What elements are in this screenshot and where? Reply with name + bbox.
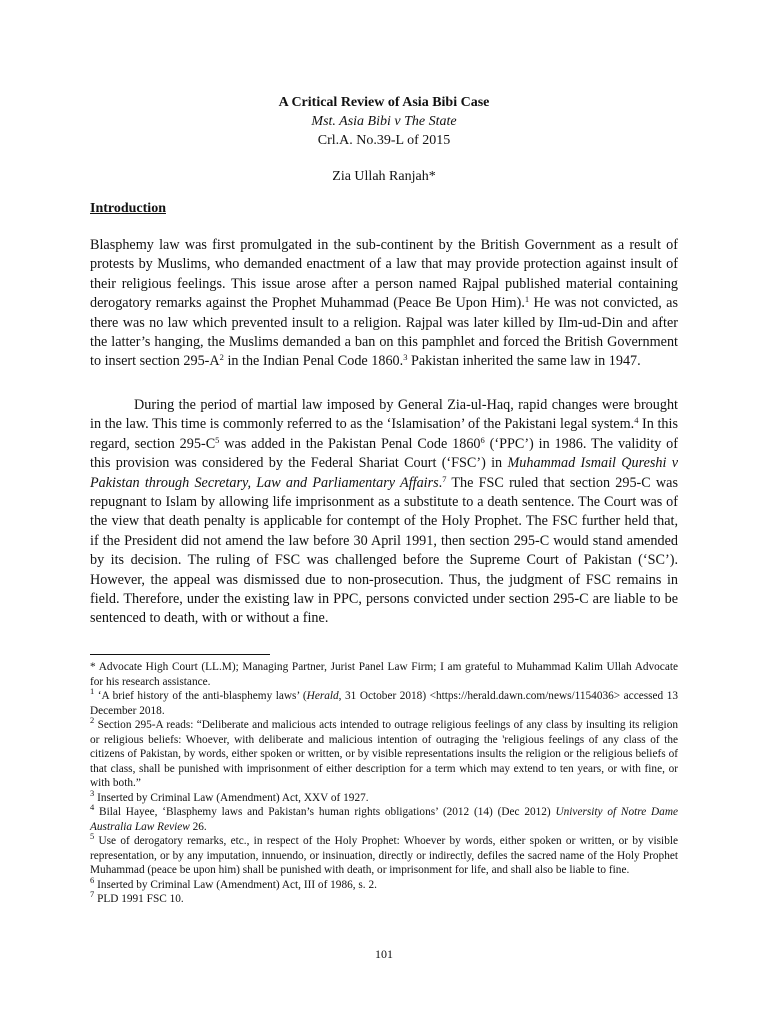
footnote-4 xyxy=(90,802,678,834)
footnote-7 xyxy=(90,889,678,907)
footnote-ref: 2 xyxy=(219,352,224,363)
text-run: Bilal Hayee, ‘Blasphemy laws and Pakistan’s human rights obligations’ (2012 (14) (Dec 2012) xyxy=(94,806,556,818)
text-run: Blasphemy law was first promulgated in the sub-continent by the British Government as a result of protests by Muslims, who demanded enactment of a law that may provide protection against insult of their religious feelings. This issue arose after a person named Rajpal published material containing derogatory remarks against the Prophet Muhammad (Peace Be Upon Him). xyxy=(90,237,678,312)
footnote-ref: 5 xyxy=(215,434,220,445)
text-run: Section 295-A reads: “Deliberate and malicious acts intended to outrage religious feelings of any class by insulting its religion or religious beliefs: Whoever, with deliberate and malicious intention of outraging the 'religious feelings of any class of the citizens of Pakistan, by words, either spoken or written, or by visible representations insults the religion or the religious beliefs of that class, shall be punished with imprisonment of either description for a term which may extend to ten years, or with fine, or with both.” xyxy=(90,719,678,789)
text-run: Use of derogatory remarks, etc., in respect of the Holy Prophet: Whoever by words, either spoken or written, or by visible representation, or by any imputation, innuendo, or insinuation, directly or indirectly, defiles the sacred name of the Holy Prophet Muhammad (peace be upon him) shall be punished with death, or imprisonment for life, and shall also be liable to fine. xyxy=(90,835,678,876)
text-run-italic: University of Notre Dame Australia Law Review xyxy=(90,806,678,833)
title-block xyxy=(90,93,678,186)
footnote-1 xyxy=(90,686,678,718)
footnote-number: 1 xyxy=(90,686,95,696)
footnotes xyxy=(90,660,678,907)
text-run: (‘PPC’) in 1986. The validity of this provision was considered by the Federal Shariat Court (‘FSC’) in xyxy=(90,435,678,472)
text-run: was added in the Pakistan Penal Code 1860 xyxy=(219,435,481,452)
footnote-number: 2 xyxy=(90,715,95,725)
text-run: ‘A brief history of the anti-blasphemy laws’ ( xyxy=(94,690,307,702)
case-name-italic: Muhammad Ismail Qureshi v Pakistan through Secretary, Law and Parliamentary Affairs xyxy=(90,455,679,491)
case-citation: Crl.A. No.39-L of 2015 xyxy=(317,133,451,148)
text-run: Inserted by Criminal Law (Amendment) Act, III of 1986, s. 2. xyxy=(94,878,377,891)
text-run: He was not convicted, as there was no law which prevented insult to a religion. Rajpal was later killed by Ilm-ud-Din and after the latter’s hanging, the Muslims demanded a ban on this pamphlet and forced the British Government to insert section 295-A xyxy=(90,295,678,370)
footnote-ref: 4 xyxy=(634,415,639,426)
page-number: 101 xyxy=(375,947,393,961)
footnote-5 xyxy=(90,831,678,878)
text-run: Pakistan inherited the same law in 1947. xyxy=(407,353,641,370)
text-run: , 31 October 2018) <https://herald.dawn.com/news/1154036> accessed 13 December 2018. xyxy=(90,690,678,717)
text-run: During the period of martial law imposed by General Zia-ul-Haq, rapid changes were brought in the law. This time is commonly referred to as the ‘Islamisation’ of the Pakistani legal system. xyxy=(90,397,678,433)
article-title: A Critical Review of Asia Bibi Case xyxy=(278,95,490,110)
paragraph-1 xyxy=(90,236,678,372)
footnote-number: 5 xyxy=(90,831,95,841)
footnote-2 xyxy=(90,715,678,791)
footnote-ref: 7 xyxy=(442,473,447,484)
footnote-number: 7 xyxy=(90,889,95,899)
text-run: In this regard, section 295-C xyxy=(90,416,678,452)
footnote-ref: 6 xyxy=(480,434,485,445)
text-run: Inserted by Criminal Law (Amendment) Act, XXV of 1927. xyxy=(94,791,369,804)
paragraph-2 xyxy=(90,396,678,629)
footnote-number: 3 xyxy=(90,787,95,798)
footnote-number: 6 xyxy=(90,874,95,885)
text-run-italic: Herald xyxy=(306,690,339,702)
text-run: PLD 1991 FSC 10. xyxy=(94,893,184,905)
footnote-number: 4 xyxy=(90,802,95,812)
text-run: . xyxy=(438,474,443,491)
footnote-ref: 1 xyxy=(524,294,530,305)
footnote-6 xyxy=(90,874,678,893)
text-run: 26. xyxy=(189,820,207,833)
author-name: Zia Ullah Ranjah* xyxy=(332,169,436,184)
footnote-ref: 3 xyxy=(403,352,408,363)
footnote-separator xyxy=(90,654,270,655)
footnote-3 xyxy=(90,787,678,806)
text-run: in the Indian Penal Code 1860. xyxy=(223,353,404,370)
footnote-star: * Advocate High Court (LL.M); Managing Partner, Jurist Panel Law Firm; I am grateful to Muhammad Kalim Ullah Advocate for his research assistance. xyxy=(90,661,678,688)
text-run: The FSC ruled that section 295-C was repugnant to Islam by allowing life imprisonment as a substitute to a death sentence. The Court was of the view that death penalty is applicable for contempt of the Holy Prophet. The FSC further held that, if the President did not amend the law before 30 April 1991, then section 295-C would stand amended by its decision. The ruling of FSC was challenged before the Supreme Court of Pakistan (‘SC’). However, the appeal was dismissed due to non-prosecution. Thus, the judgment of FSC remains in field. Therefore, under the existing law in PPC, persons convicted under section 295-C are liable to be sentenced to death, with or without a fine. xyxy=(90,474,678,627)
section-heading: Introduction xyxy=(90,201,166,216)
case-name: Mst. Asia Bibi v The State xyxy=(311,114,457,129)
